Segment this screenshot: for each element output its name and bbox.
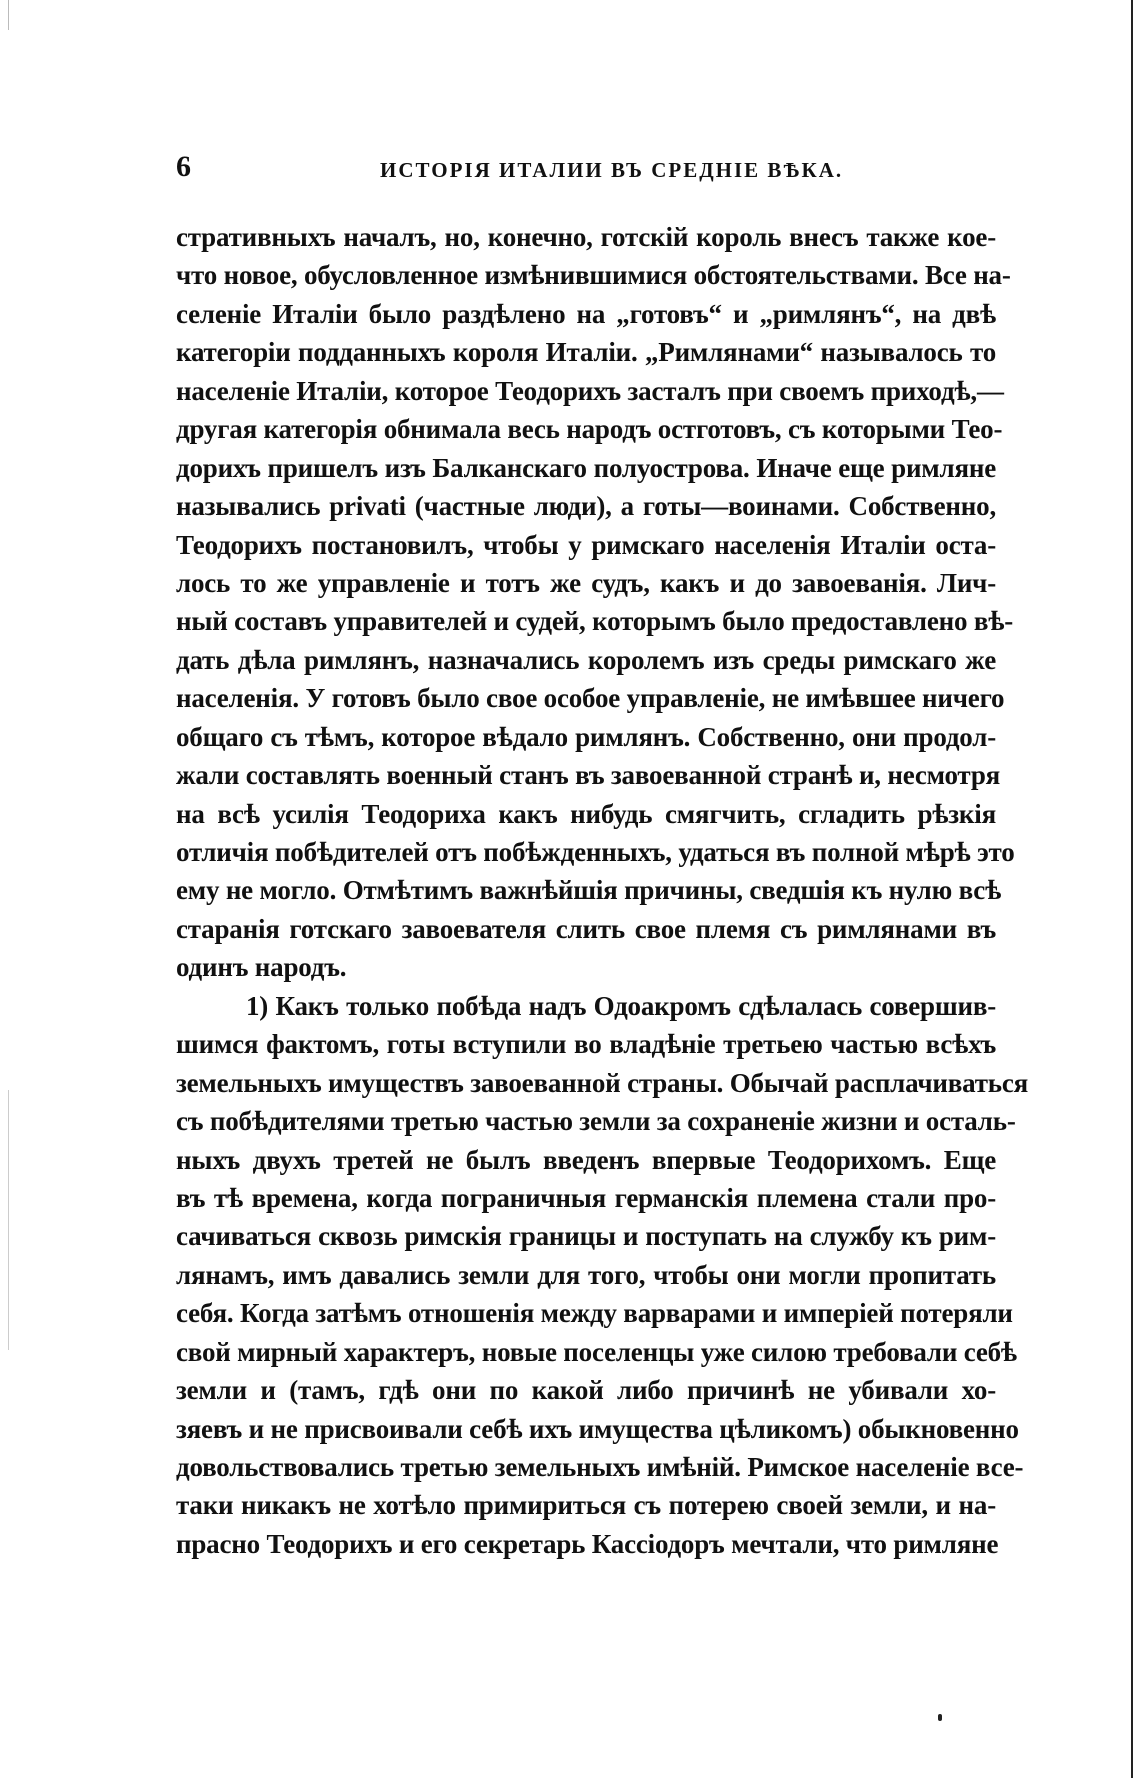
text-line: Теодорихъ постановилъ, чтобы у римскаго населенія Италіи оста- [176,529,996,560]
text-line: съ побѣдителями третью частью земли за сохраненіе жизни и осталь- [176,1106,1016,1137]
body-text [176,218,1029,1563]
text-line: земли и (тамъ, гдѣ они по какой либо причинѣ не убивали хо- [176,1375,996,1406]
text-line: ный составъ управителей и судей, которымъ было предоставлено вѣ- [176,606,1014,637]
text-line: населеніе Италіи, которое Теодорихъ засталъ при своемъ приходѣ,— [176,375,1004,406]
text-line: свой мирный характеръ, новые поселенцы уже силою требовали себѣ [176,1336,1017,1367]
text-line: зяевъ и не присвоивали себѣ ихъ имущества цѣликомъ) обыкновенно [176,1413,1019,1444]
running-title: ИСТОРІЯ ИТАЛИИ ВЪ СРЕДНІЕ ВѢКА. [380,158,844,182]
text-line: лось то же управленіе и тотъ же судъ, какъ и до завоеванія. Лич- [176,567,996,598]
text-line: одинъ народъ. [176,952,347,983]
text-line: ему не могло. Отмѣтимъ важнѣйшія причины, сведшія къ нулю всѣ [176,875,1002,906]
text-line: жали составлять военный станъ въ завоеванной странѣ и, несмотря [176,760,1001,791]
text-line: себя. Когда затѣмъ отношенія между варварами и имперіей потеряли [176,1298,1013,1329]
text-line: прасно Теодорихъ и его секретарь Кассіодоръ мечтали, что римляне [176,1528,999,1559]
text-line: стративныхъ началъ, но, конечно, готскій король внесъ также кое- [176,222,996,252]
text-line: ныхъ двухъ третей не былъ введенъ впервые Теодорихомъ. Еще [176,1144,996,1175]
text-line: населенія. У готовъ было свое особое управленіе, не имѣвшее ничего [176,683,1005,714]
text-line: шимся фактомъ, готы вступили во владѣніе третьею частью всѣхъ [176,1029,996,1060]
text-line: другая категорія обнимала весь народъ остготовъ, съ которыми Тео- [176,414,1003,445]
text-line: довольствовались третью земельныхъ имѣній. Римское населеніе все- [176,1452,1024,1482]
text-line: что новое, обусловленное измѣнившимися обстоятельствами. Все на- [176,260,1011,291]
page-header [176,150,996,186]
page-edge-mark [8,0,9,30]
text-line: въ тѣ времена, когда пограничныя германскія племена стали про- [176,1182,996,1213]
text-line: сачиваться сквозь римскія границы и поступать на службу къ рим- [176,1221,996,1252]
text-line: дорихъ пришелъ изъ Балканскаго полуострова. Иначе еще римляне [176,452,996,483]
text-line: старанія готскаго завоевателя слить свое племя съ римлянами въ [176,913,996,944]
page-edge-mark [8,1090,9,1350]
text-line: селеніе Италіи было раздѣлено на „готовъ“ и „римлянъ“, на двѣ [176,298,996,329]
ink-speck [938,1714,942,1721]
text-line: 1) Какъ только побѣда надъ Одоакромъ сдѣлалась совершив- [246,990,996,1021]
page-edge-border [1131,0,1133,1778]
text-line: дать дѣла римлянъ, назначались королемъ изъ среды римскаго же [176,644,996,675]
text-line: категоріи подданныхъ короля Италіи. „Римлянами“ называлось то [176,337,996,368]
text-line: земельныхъ имуществъ завоеванной страны. Обычай расплачиваться [176,1067,1029,1098]
text-line: таки никакъ не хотѣло примириться съ потерею своей земли, и на- [176,1490,996,1521]
text-line: лянамъ, имъ давались земли для того, чтобы они могли пропитать [176,1259,996,1290]
text-line: назывались privati (частные люди), а готы—воинами. Собственно, [176,491,996,522]
page-number: 6 [176,150,191,183]
text-line: отличія побѣдителей отъ побѣжденныхъ, удаться въ полной мѣрѣ это [176,837,1015,867]
text-line: общаго съ тѣмъ, которое вѣдало римлянъ. Собственно, они продол- [176,721,996,752]
text-line: на всѣ усилія Теодориха какъ нибудь смягчить, сгладить рѣзкія [176,798,996,829]
